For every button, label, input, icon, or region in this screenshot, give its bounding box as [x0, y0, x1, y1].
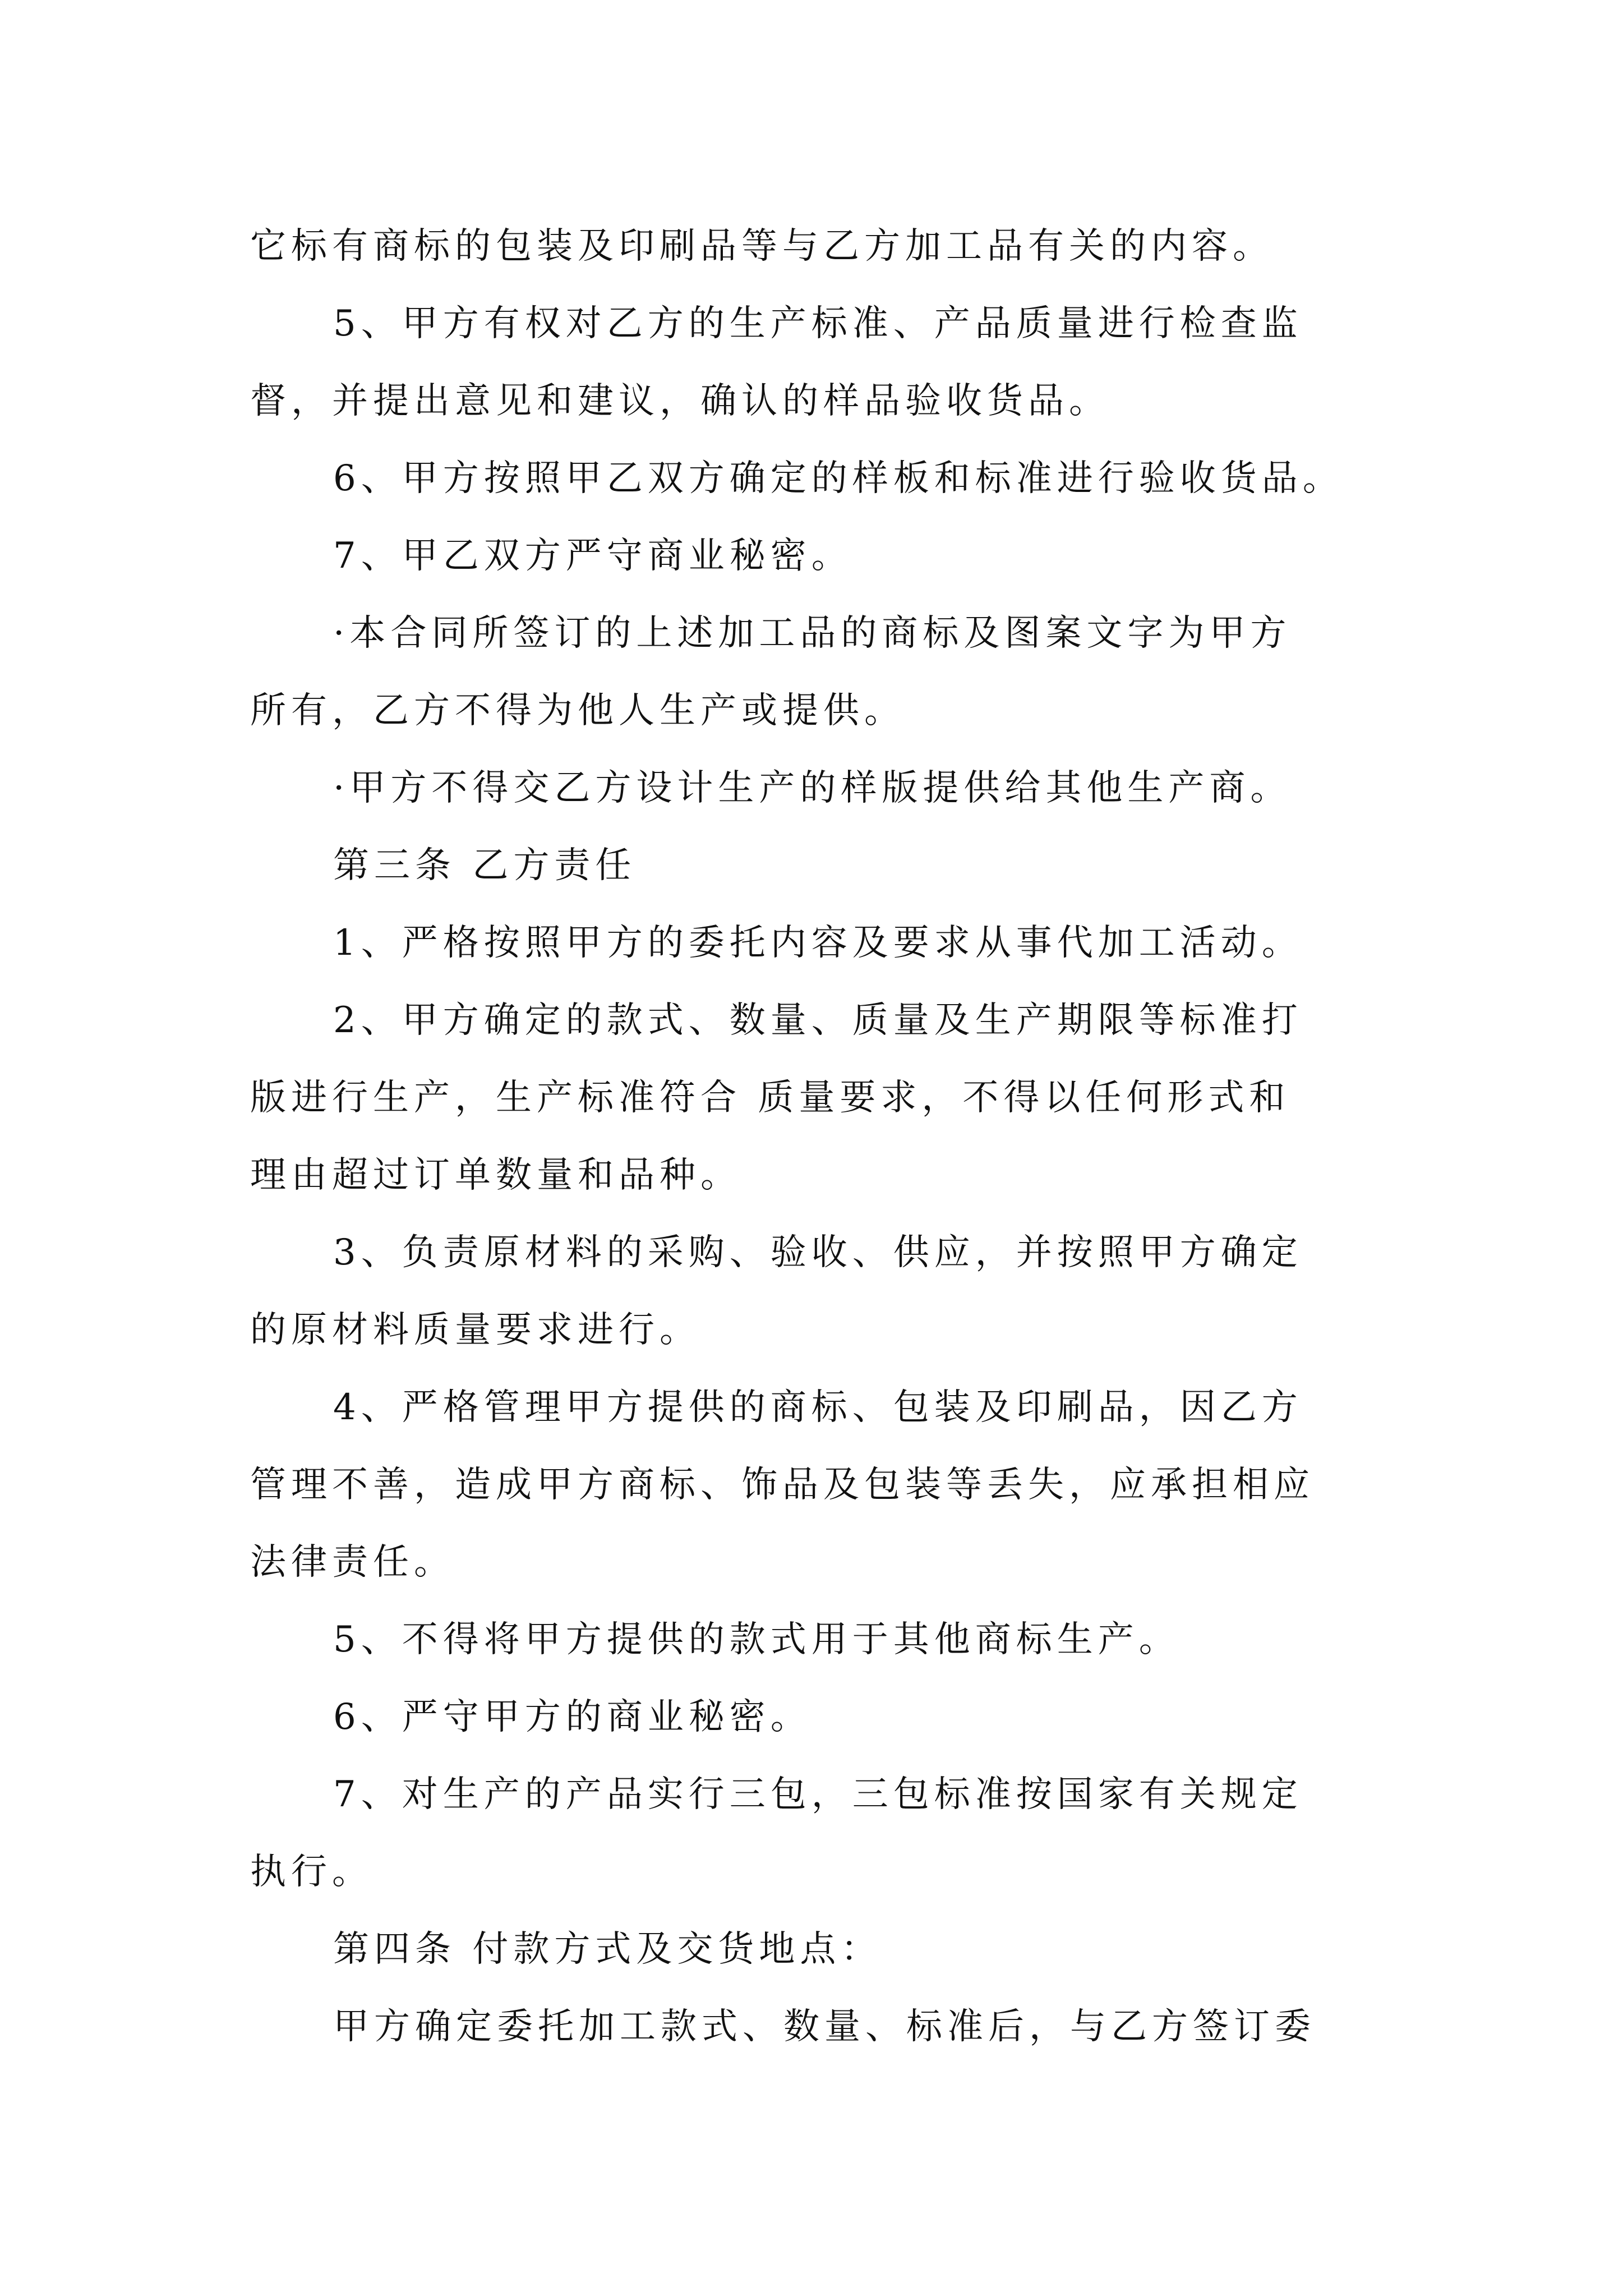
document-body: [250, 208, 1383, 2065]
text-line: 甲方确定委托加工款式、数量、标准后，与乙方签订委: [333, 2006, 1316, 2047]
text-line: 7、甲乙双方严守商业秘密。: [333, 535, 852, 577]
text-line: 执行。: [250, 1851, 373, 1893]
text-line: 6、甲方按照甲乙双方确定的样板和标准进行验收货品。: [333, 458, 1344, 499]
text-line: 法律责任。: [250, 1542, 455, 1583]
section-heading: 第四条 付款方式及交货地点：: [333, 1929, 882, 1970]
text-line: 督，并提出意见和建议，确认的样品验收货品。: [250, 380, 1110, 422]
text-line: 5、甲方有权对乙方的生产标准、产品质量进行检查监: [333, 303, 1303, 344]
section-heading: 第三条 乙方责任: [333, 845, 637, 886]
text-line: 所有，乙方不得为他人生产或提供。: [250, 690, 905, 731]
text-line: 2、甲方确定的款式、数量、质量及生产期限等标准打: [333, 1000, 1303, 1041]
text-line: 5、不得将甲方提供的款式用于其他商标生产。: [333, 1619, 1180, 1660]
text-line: 管理不善，造成甲方商标、饰品及包装等丢失，应承担相应: [250, 1464, 1315, 1506]
text-line: 理由超过订单数量和品种。: [250, 1154, 741, 1196]
text-line: ·本合同所签订的上述加工品的商标及图案文字为甲方: [333, 613, 1292, 654]
text-line: 4、严格管理甲方提供的商标、包装及印刷品，因乙方: [333, 1387, 1303, 1428]
text-line: 1、严格按照甲方的委托内容及要求从事代加工活动。: [333, 922, 1303, 964]
text-line: 6、严守甲方的商业秘密。: [333, 1696, 811, 1738]
text-line: 它标有商标的包装及印刷品等与乙方加工品有关的内容。: [250, 226, 1274, 267]
text-line: ·甲方不得交乙方设计生产的样版提供给其他生产商。: [333, 767, 1292, 809]
text-line: 3、负责原材料的采购、验收、供应，并按照甲方确定: [333, 1232, 1303, 1273]
text-line: 7、对生产的产品实行三包，三包标准按国家有关规定: [333, 1774, 1303, 1815]
text-line: 版进行生产，生产标准符合 质量要求，不得以任何形式和: [250, 1077, 1290, 1119]
text-line: 的原材料质量要求进行。: [250, 1309, 700, 1351]
